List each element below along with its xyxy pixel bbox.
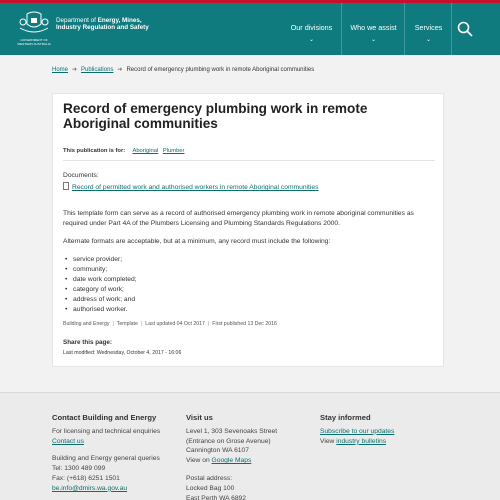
footer-heading: Contact Building and Energy	[52, 413, 157, 422]
arrow-right-icon: ➔	[72, 67, 78, 73]
footer-address: East Perth WA 6892	[186, 494, 246, 500]
chevron-down-icon: ⌄	[370, 37, 377, 43]
chevron-down-icon: ⌄	[425, 37, 432, 43]
publication-for-label: This publication is for:	[63, 148, 126, 154]
site-header	[0, 3, 500, 55]
description-paragraph: This template form can serve as a record of authorised emergency plumbing work in remote aboriginal communities as required under Part 4A of the Plumbers Licensing and Plumbing Standards Regulations 2000.	[63, 210, 414, 227]
wa-government-crest-logo[interactable]	[15, 10, 53, 50]
list-item: • community;	[73, 265, 137, 275]
arrow-right-icon: ➔	[117, 67, 123, 73]
requirements-list	[73, 255, 137, 315]
list-item: • date work completed;	[73, 275, 137, 285]
footer-tel: Tel: 1300 489 099	[52, 465, 106, 473]
footer-visit	[186, 413, 316, 500]
footer-address: Level 1, 303 Sevenoaks Street	[186, 427, 278, 435]
nav-label: Our divisions	[290, 23, 333, 32]
footer-text: View	[320, 437, 335, 445]
subscribe-link[interactable]: Subscribe to our updates	[320, 427, 395, 435]
logo-text-2: WESTERN AUSTRALIA	[17, 42, 51, 46]
documents-label: Documents:	[63, 172, 99, 179]
breadcrumb-home[interactable]: Home	[52, 67, 69, 73]
dept-line1: Department of	[56, 17, 96, 24]
document-item	[63, 182, 318, 191]
breadcrumb-publications[interactable]: Publications	[81, 67, 114, 73]
postal-label: Postal address:	[186, 474, 233, 482]
audience-tag-plumber[interactable]: Plumber	[162, 148, 185, 154]
footer-heading: Visit us	[186, 413, 213, 422]
nav-label: Who we assist	[350, 23, 397, 32]
meta-type: Template	[116, 321, 138, 327]
publication-audience	[63, 148, 187, 154]
meta-org: Building and Energy	[63, 321, 110, 327]
industry-bulletins-link[interactable]: industry bulletins	[336, 437, 387, 445]
breadcrumb-current: Record of emergency plumbing work in remote Aboriginal communities	[126, 67, 315, 73]
requirements-intro: Alternate formats are acceptable, but at a minimum, any record must include the following:	[63, 238, 331, 245]
footer-stay-informed	[320, 413, 460, 446]
site-footer	[0, 392, 500, 500]
content-card	[52, 93, 444, 367]
dept-line2: Industry Regulation and Safety	[56, 24, 149, 32]
chevron-down-icon: ⌄	[308, 37, 315, 43]
nav-label: Services	[414, 23, 443, 32]
footer-address: Cannington WA 6107	[186, 447, 249, 455]
email-link[interactable]: be.info@dmirs.wa.gov.au	[52, 484, 128, 492]
meta-published: First published 13 Dec 2016	[212, 321, 277, 327]
meta-updated: Last updated 04 Oct 2017	[145, 321, 205, 327]
divider	[63, 160, 435, 161]
last-modified: Last modified: Wednesday, October 4, 2017 - 16:06	[63, 350, 182, 356]
dept-line1-bold: Energy, Mines,	[97, 17, 142, 24]
footer-text: View on	[186, 457, 210, 465]
list-item: • authorised worker.	[73, 305, 137, 315]
publication-meta: Building and Energy | Template | Last updated 04 Oct 2017 | First published 13 Dec 2016	[63, 321, 277, 327]
list-item: • category of work;	[73, 285, 137, 295]
nav-who-we-assist[interactable]	[343, 3, 405, 55]
footer-fax: Fax: (+618) 6251 1501	[52, 474, 120, 482]
list-item: • service provider;	[73, 255, 137, 265]
share-label: Share this page:	[63, 339, 112, 346]
contact-us-link[interactable]: Contact us	[52, 437, 84, 445]
footer-text: For licensing and technical enquiries	[52, 427, 161, 435]
nav-services[interactable]	[406, 3, 452, 55]
footer-text: Building and Energy general queries	[52, 455, 160, 463]
page-title: Record of emergency plumbing work in remote Aboriginal communities	[63, 101, 368, 131]
footer-address: Locked Bag 100	[186, 484, 235, 492]
audience-tag-aboriginal[interactable]: Aboriginal	[132, 148, 159, 154]
document-icon	[63, 182, 69, 190]
footer-heading: Stay informed	[320, 413, 371, 422]
document-link[interactable]: Record of permitted work and authorised workers in remote Aboriginal communities	[72, 184, 319, 191]
breadcrumb	[52, 66, 314, 73]
logo-text-1: GOVERNMENT OF	[20, 38, 48, 42]
search-icon[interactable]	[456, 20, 474, 38]
footer-contact	[52, 413, 182, 494]
department-name[interactable]	[56, 17, 186, 32]
footer-address: (Entrance on Grose Avenue)	[186, 437, 271, 445]
list-item: • address of work; and	[73, 295, 137, 305]
nav-our-divisions[interactable]	[282, 3, 342, 55]
google-maps-link[interactable]: Google Maps	[211, 457, 252, 465]
